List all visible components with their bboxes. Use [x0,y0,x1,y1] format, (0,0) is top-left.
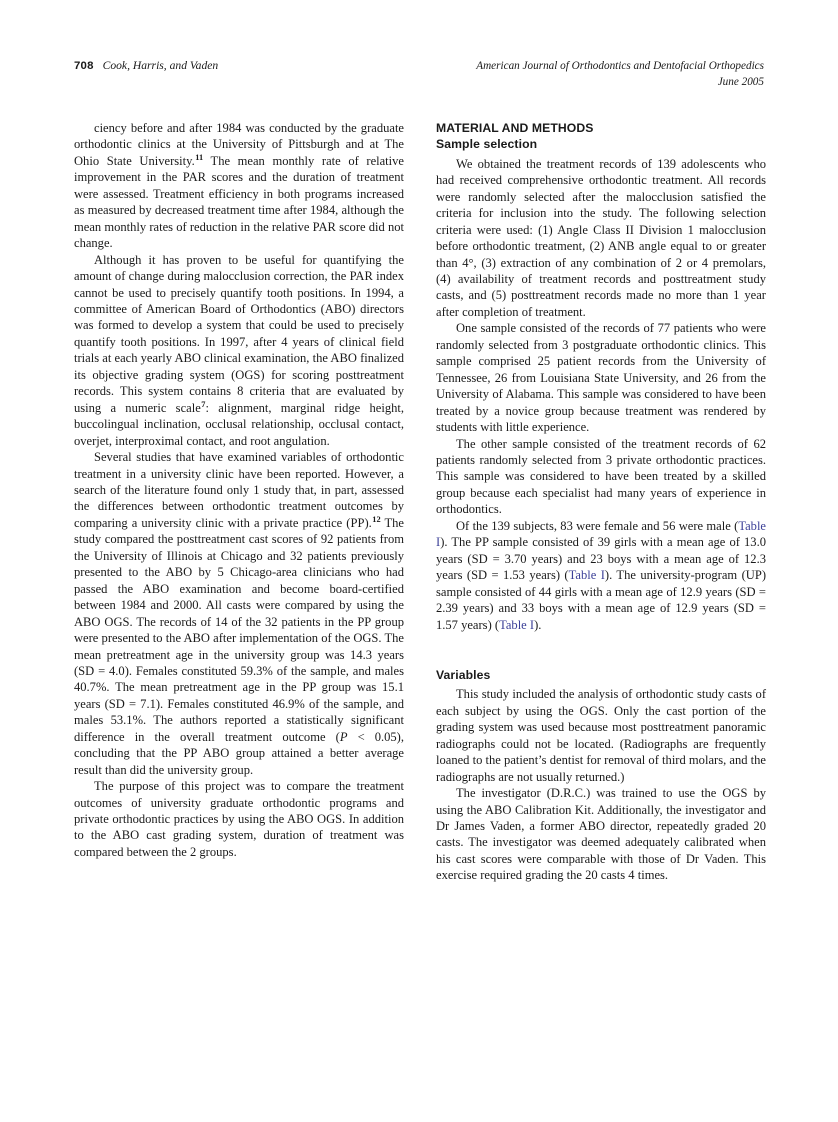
journal-title: American Journal of Orthodontics and Dentofacial Orthopedics [476,60,764,72]
right-column [436,120,766,884]
paragraph-variables-intro: This study included the analysis of orthodontic study casts of each subject by using the OGS. Only the cast portion of the grading system was used because most posttreatment panoramic radiographs could not be located. (Radiographs are frequently loaned to the patient’s dentist for removal of third molars, and the radiographs are not usually returned.) [436,687,766,784]
body-columns [74,120,766,884]
italic-variable: P [339,729,348,744]
paragraph-sample-two: The other sample consisted of the treatment records of 62 patients randomly selected from 3 private orthodontic practices. This sample was considered to have been treated by a skilled group because each specialist had many years of experience in orthodontics. [436,436,766,517]
page-number: 708 [74,60,94,72]
paragraph-calibration: The investigator (D.R.C.) was trained to use the OGS by using the ABO Calibration Kit. Additionally, the investigator and Dr James Vaden, a former ABO director, repeatedly graded 20 casts. The investigator was deemed adequately calibrated when his cast scores were comparable with those of Dr Vaden. This exercise required grading the 20 casts 4 times. [436,786,766,883]
issue-date: June 2005 [717,75,764,88]
paragraph-records: We obtained the treatment records of 139 adolescents who had received comprehensive orthodontic treatment. All records were randomly selected after the malocclusion satisfied the criteria for inclusion into the study. The following selection criteria were used: (1) Angle Class II Division 1 malocclusion before orthodontic treatment, (2) ANB angle equal to or greater than 4°, (3) extraction of any combination of 2 or 4 premolars, (4) availability of treatment records and posttreatment study casts, and (5) posttreatment records made no more than 1 year after completion of treatment. [436,156,766,319]
citation-superscript[interactable]: 12 [372,514,381,524]
paragraph-demographics: Of the 139 subjects, 83 were female and 56 were male (Table I). The PP sample consisted of 39 girls with a mean age of 13.0 years (SD = 3.70 years) and 23 boys with a mean age of 12.3 years (SD = 1.53 years) (Table I). The university-program (UP) sample consisted of 44 girls with a mean age of 12.9 years (SD = 2.39 years) and 33 boys with a mean age of 12.9 years (SD = 1.57 years) (Table I). [436,518,766,632]
citation-superscript[interactable]: 7 [201,399,206,409]
paragraph-prior-studies: Several studies that have examined variables of orthodontic treatment in a university clinic have been reported. However, a search of the literature found only 1 study that, in part, assessed the differences between orthodontic treatment outcomes by comparing a university clinic with a private practice (PP).$^{12}$ The study compared the posttreatment cast scores of 92 patients from the University of Illinois at Chicago and 32 patients previously presented to the ABO by 5 Chicago-area clinicians who had passed the ABO examination and become board-certified between 1984 and 2000. All casts were compared by using the ABO OGS. The records of 14 of the 32 patients in the PP group were presented to the ABO after implementation of the OGS. The mean pretreatment age in the university group was 14.3 years (SD = 4.0). Females constituted 59.3% of the sample, and males 40.7%. The mean pretreatment age in the PP group was 15.1 years (SD = 7.1). Females constituted 46.9% of the sample, and males 53.1%. The authors reported a statistically significant difference in the overall treatment outcome (P < 0.05), concluding that the PP ABO group attained a better average result than did the university group. [74,450,405,777]
running-head [74,59,764,90]
running-head-authors: Cook, Harris, and Vaden [102,59,219,72]
running-head-left [74,59,218,73]
left-column [74,120,404,884]
subsection-heading-sample-selection: Sample selection [436,137,538,152]
paragraph-sample-one: One sample consisted of the records of 77 patients who were randomly selected from 3 postgraduate orthodontic clinics. This sample comprised 25 patient records from the University of Tennessee, 26 from Louisiana State University, and 26 from the University of Alabama. This sample was considered to have been treated by a novice group because treatment was rendered by students with little experience. [436,321,766,435]
table-cross-reference-link[interactable]: Table I [499,617,535,632]
section-heading-material-and-methods: MATERIAL AND METHODS [436,121,594,135]
table-cross-reference-link[interactable]: Table I [568,568,605,583]
citation-superscript[interactable]: 11 [195,152,204,162]
running-head-right [476,59,764,90]
subsection-heading-variables: Variables [436,667,491,682]
paragraph-abo-history: Although it has proven to be useful for quantifying the amount of change during malocclusion correction, the PAR index cannot be used to precisely quantify tooth positions. In 1994, a committee of American Board of Orthodontics (ABO) directors was formed to develop a system that could be used to precisely quantify tooth positions. In 1997, after 4 years of clinical field trials at each yearly ABO clinical examination, the ABO finalized its objective grading system (OGS) for scoring posttreatment records. This system contains 8 criteria that are evaluated by using a numeric scale$^7$: alignment, marginal ridge height, buccolingual inclination, occlusal relationship, occlusal contact, overjet, interproximal contact, and root angulation. [74,252,404,448]
spacer [436,633,766,667]
table-cross-reference-link[interactable]: Table I [436,518,766,550]
paragraph-efficiency: ciency before and after 1984 was conducted by the graduate orthodontic clinics at the University of Pittsburgh and at The Ohio State University.$^{11}$ The mean monthly rate of relative improvement in the PAR scores and the duration of treatment were assessed. Treatment efficiency in both programs increased as measured by decreased treatment time after 1984, although the mean monthly rates of reduction in the relative PAR score did not change. [74,121,405,251]
paragraph-purpose: The purpose of this project was to compare the treatment outcomes of university graduate orthodontic programs and private orthodontic practices by using the ABO OGS. In addition to the ABO cast grading system, duration of treatment was compared between the 2 groups. [74,779,404,859]
